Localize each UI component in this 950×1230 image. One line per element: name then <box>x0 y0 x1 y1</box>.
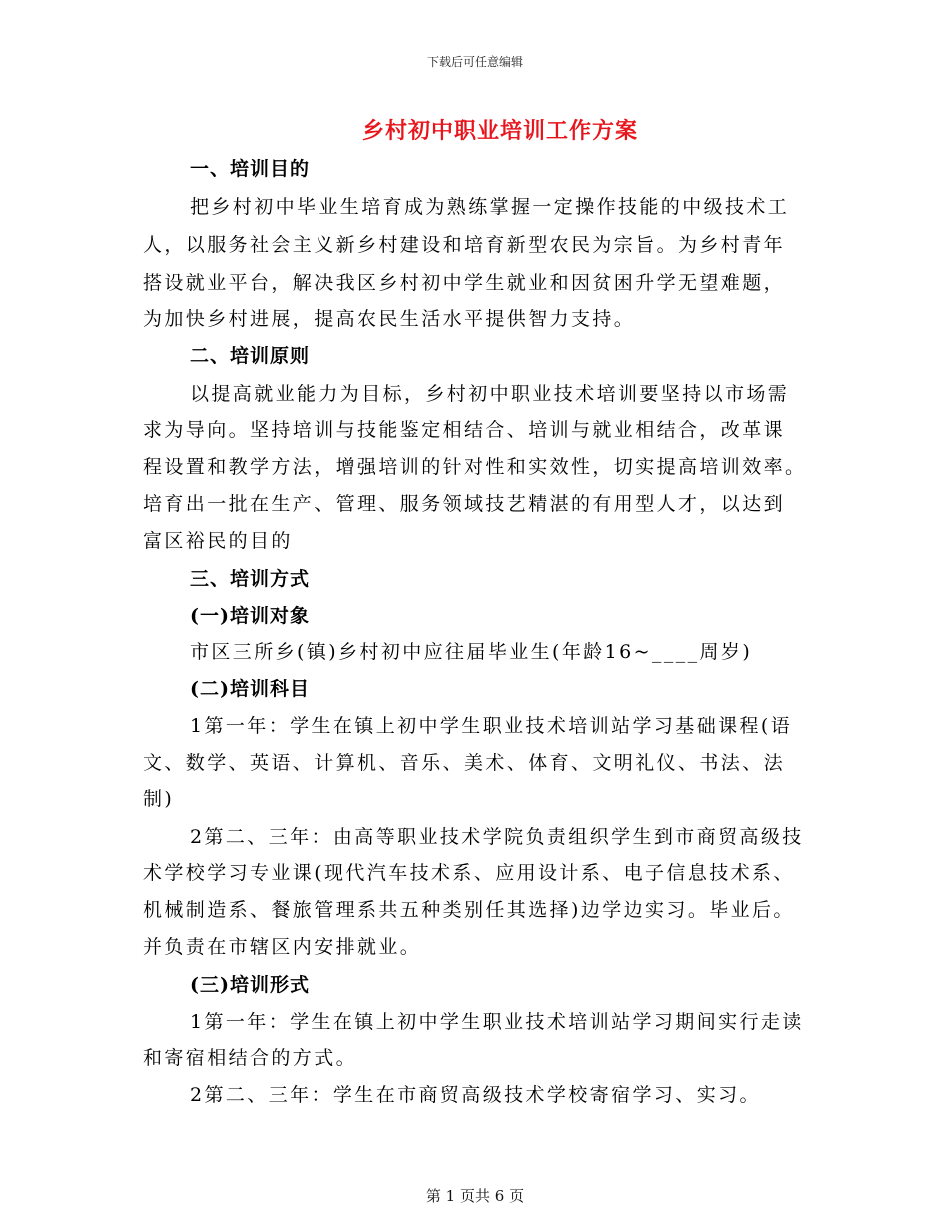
section-heading-methods: 三、培训方式 <box>190 568 311 590</box>
paragraph-line: 培育出一批在生产、管理、服务领域技艺精湛的有用型人才，以达到 <box>143 493 786 515</box>
paragraph-line: 以提高就业能力为目标，乡村初中职业技术培训要坚持以市场需 <box>190 383 790 405</box>
paragraph-line: 1第一年：学生在镇上初中学生职业技术培训站学习基础课程(语 <box>190 715 793 737</box>
page-header-note: 下载后可任意编辑 <box>426 55 523 69</box>
paragraph-line: 为加快乡村进展，提高农民生活水平提供智力支持。 <box>143 308 636 330</box>
paragraph-line: 并负责在市辖区内安排就业。 <box>143 936 422 958</box>
paragraph-line: 机械制造系、餐旅管理系共五种类别任其选择)边学边实习。毕业后。 <box>143 899 795 921</box>
paragraph-line: 人，以服务社会主义新乡村建设和培育新型农民为宗旨。为乡村青年 <box>143 234 786 256</box>
paragraph-line: 和寄宿相结合的方式。 <box>143 1047 358 1069</box>
paragraph-line: 搭设就业平台，解决我区乡村初中学生就业和因贫困升学无望难题， <box>143 272 786 294</box>
document-title: 乡村初中职业培训工作方案 <box>361 118 638 144</box>
paragraph-line: 术学校学习专业课(现代汽车技术系、应用设计系、电子信息技术系、 <box>143 862 795 884</box>
paragraph-line: 2第二、三年：学生在市商贸高级技术学校寄宿学习、实习。 <box>190 1084 761 1106</box>
subsection-heading-format: (三)培训形式 <box>190 974 310 996</box>
paragraph-line: 1第一年：学生在镇上初中学生职业技术培训站学习期间实行走读 <box>190 1011 804 1033</box>
paragraph-line: 程设置和教学方法，增强培训的针对性和实效性，切实提高培训效率。 <box>143 456 807 478</box>
paragraph-line: 把乡村初中毕业生培育成为熟练掌握一定操作技能的中级技术工 <box>190 196 790 218</box>
paragraph-line: 文、数学、英语、计算机、音乐、美术、体育、文明礼仪、书法、法 <box>143 752 786 774</box>
subsection-heading-subjects: (二)培训科目 <box>190 678 310 700</box>
section-heading-principles: 二、培训原则 <box>190 345 311 367</box>
paragraph-line: 制) <box>143 788 175 810</box>
paragraph-line: 2第二、三年：由高等职业技术学院负责组织学生到市商贸高级技 <box>190 826 804 848</box>
paragraph-line: 富区裕民的目的 <box>143 530 293 552</box>
page-number-footer: 第 1 页共 6 页 <box>425 1187 525 1205</box>
paragraph-line: 市区三所乡(镇)乡村初中应往届毕业生(年龄16~____周岁) <box>190 641 753 663</box>
paragraph-line: 求为导向。坚持培训与技能鉴定相结合、培训与就业相结合，改革课 <box>143 419 786 441</box>
subsection-heading-target: (一)培训对象 <box>190 605 310 627</box>
section-heading-purpose: 一、培训目的 <box>190 158 311 180</box>
